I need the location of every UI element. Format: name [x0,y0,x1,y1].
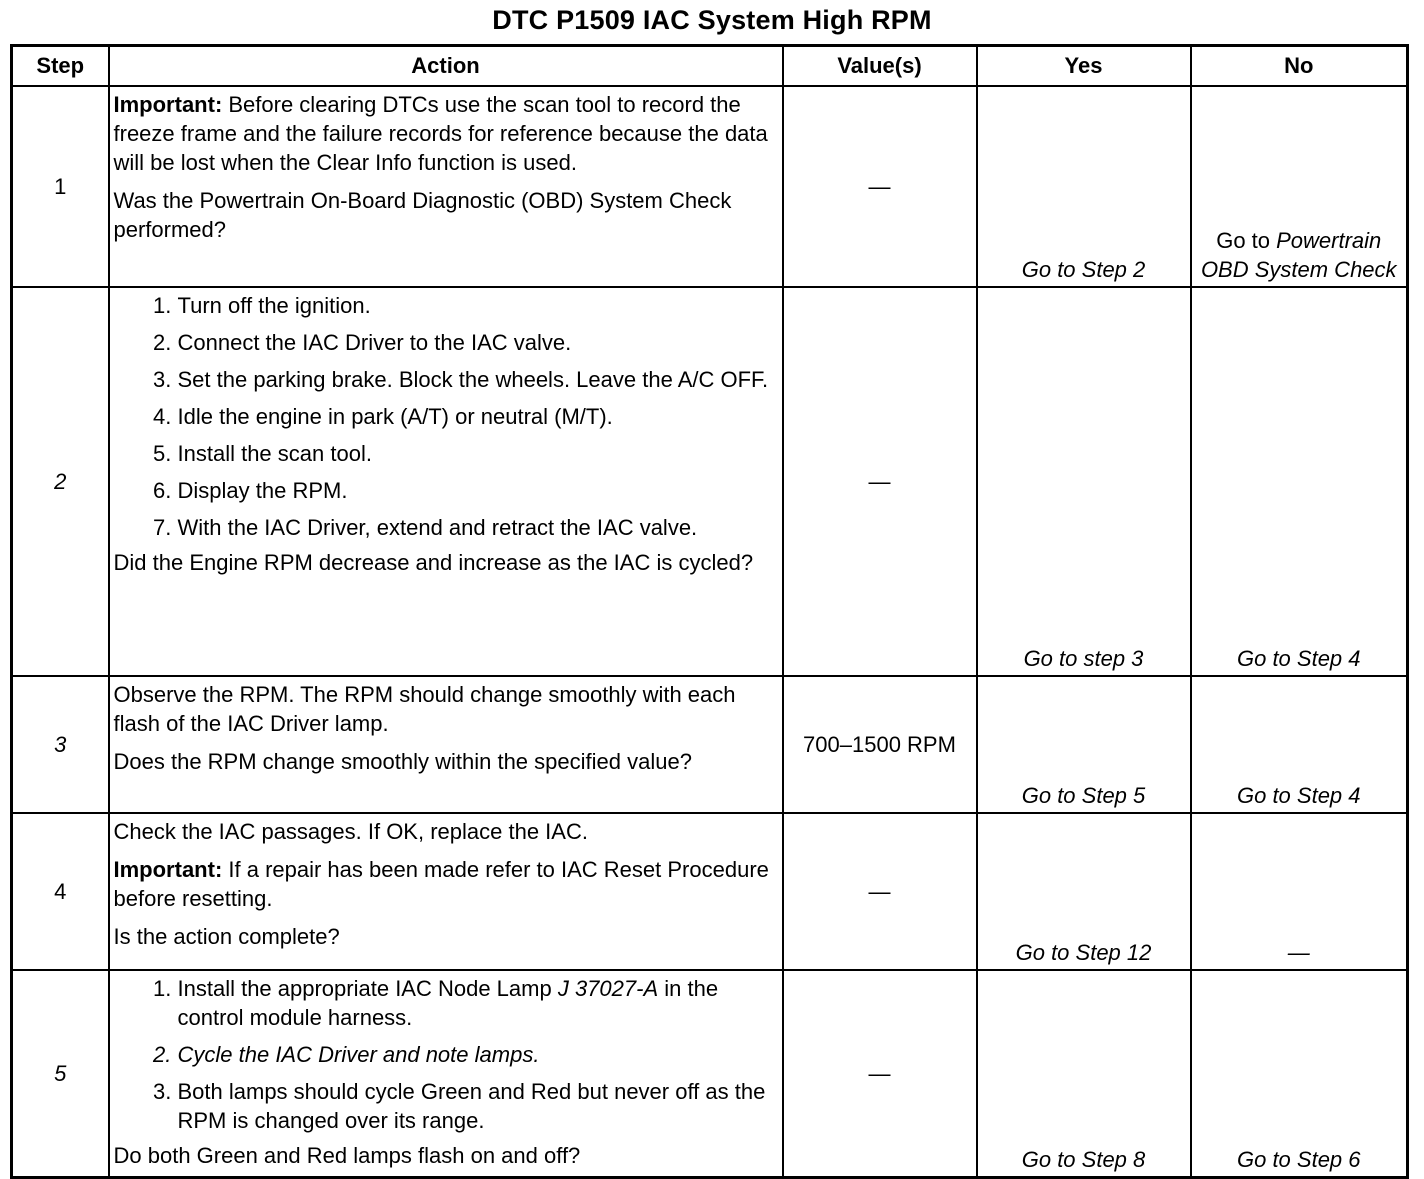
action-cell [109,813,783,970]
table-row [12,86,1408,287]
yes-link[interactable]: Go to Step 5 [977,676,1191,813]
step-number: 5 [12,970,109,1178]
header-row [12,46,1408,87]
action-cell [109,86,783,287]
step-question: Is the action complete? [113,924,340,949]
important-text: If a repair has been made refer to IAC Reset Procedure before resetting. [113,857,769,911]
important-label: Important: [113,92,223,117]
action-list [114,974,776,1135]
yes-link[interactable]: Go to step 3 [977,287,1191,676]
important-text: Before clearing DTCs use the scan tool to record the freeze frame and the failure records for reference because the data will be lost when the Clear Info function is used. [113,92,768,175]
header-no: No [1191,46,1408,87]
header-action: Action [109,46,783,87]
list-item: 7. With the IAC Driver, extend and retract the IAC valve. [178,513,776,542]
list-item [178,974,776,1032]
list-item: 5. Install the scan tool. [178,439,776,468]
yes-link[interactable]: Go to Step 12 [977,813,1191,970]
list-item: 4. Idle the engine in park (A/T) or neutral (M/T). [178,402,776,431]
important-note [114,90,776,177]
step-number: 1 [12,86,109,287]
value-cell: — [783,86,977,287]
important-note [114,855,776,913]
no-link[interactable] [1191,86,1408,287]
action-list [114,291,776,542]
yes-link[interactable]: Go to Step 2 [977,86,1191,287]
list-item: 2. Connect the IAC Driver to the IAC valve. [178,328,776,357]
no-link[interactable]: Go to Step 4 [1191,676,1408,813]
no-link[interactable]: Go to Step 6 [1191,970,1408,1178]
step-number: 2 [12,287,109,676]
step-question: Did the Engine RPM decrease and increase as the IAC is cycled? [113,550,754,575]
list-item: 1. Turn off the ignition. [178,291,776,320]
action-text: Observe the RPM. The RPM should change smoothly with each flash of the IAC Driver lamp. [113,682,736,736]
step-number: 4 [12,813,109,970]
no-link[interactable]: Go to Step 4 [1191,287,1408,676]
table-row [12,676,1408,813]
no-link: — [1191,813,1408,970]
table-row [12,287,1408,676]
list-item: 3. Both lamps should cycle Green and Red but never off as the RPM is changed over its range. [178,1077,776,1135]
diagnostic-table [10,44,1409,1179]
action-cell [109,676,783,813]
header-step: Step [12,46,109,87]
action-cell [109,970,783,1178]
header-values: Value(s) [783,46,977,87]
header-yes: Yes [977,46,1191,87]
table-row [12,970,1408,1178]
value-cell: — [783,813,977,970]
page-title: DTC P1509 IAC System High RPM [492,5,932,35]
list-item: 3. Set the parking brake. Block the wheels. Leave the A/C OFF. [178,365,776,394]
important-label: Important: [113,857,223,882]
table-row [12,813,1408,970]
action-text: Check the IAC passages. If OK, replace the IAC. [113,819,588,844]
list-item: 2. Cycle the IAC Driver and note lamps. [178,1040,776,1069]
value-cell: 700–1500 RPM [783,676,977,813]
list-item-text: Install the appropriate IAC Node Lamp [177,976,558,1001]
tool-number: J 37027-A [557,976,659,1001]
list-item-text: in the control module harness. [177,976,719,1030]
no-link-prefix: Go to [1216,228,1277,253]
step-question: Does the RPM change smoothly within the specified value? [113,749,692,774]
step-question: Was the Powertrain On-Board Diagnostic (OBD) System Check performed? [113,188,732,242]
value-cell: — [783,287,977,676]
action-cell [109,287,783,676]
no-link-target[interactable]: Powertrain OBD System Check [1200,228,1397,282]
step-number: 3 [12,676,109,813]
step-question: Do both Green and Red lamps flash on and off? [113,1143,581,1168]
value-cell: — [783,970,977,1178]
list-item: 6. Display the RPM. [178,476,776,505]
yes-link[interactable]: Go to Step 8 [977,970,1191,1178]
